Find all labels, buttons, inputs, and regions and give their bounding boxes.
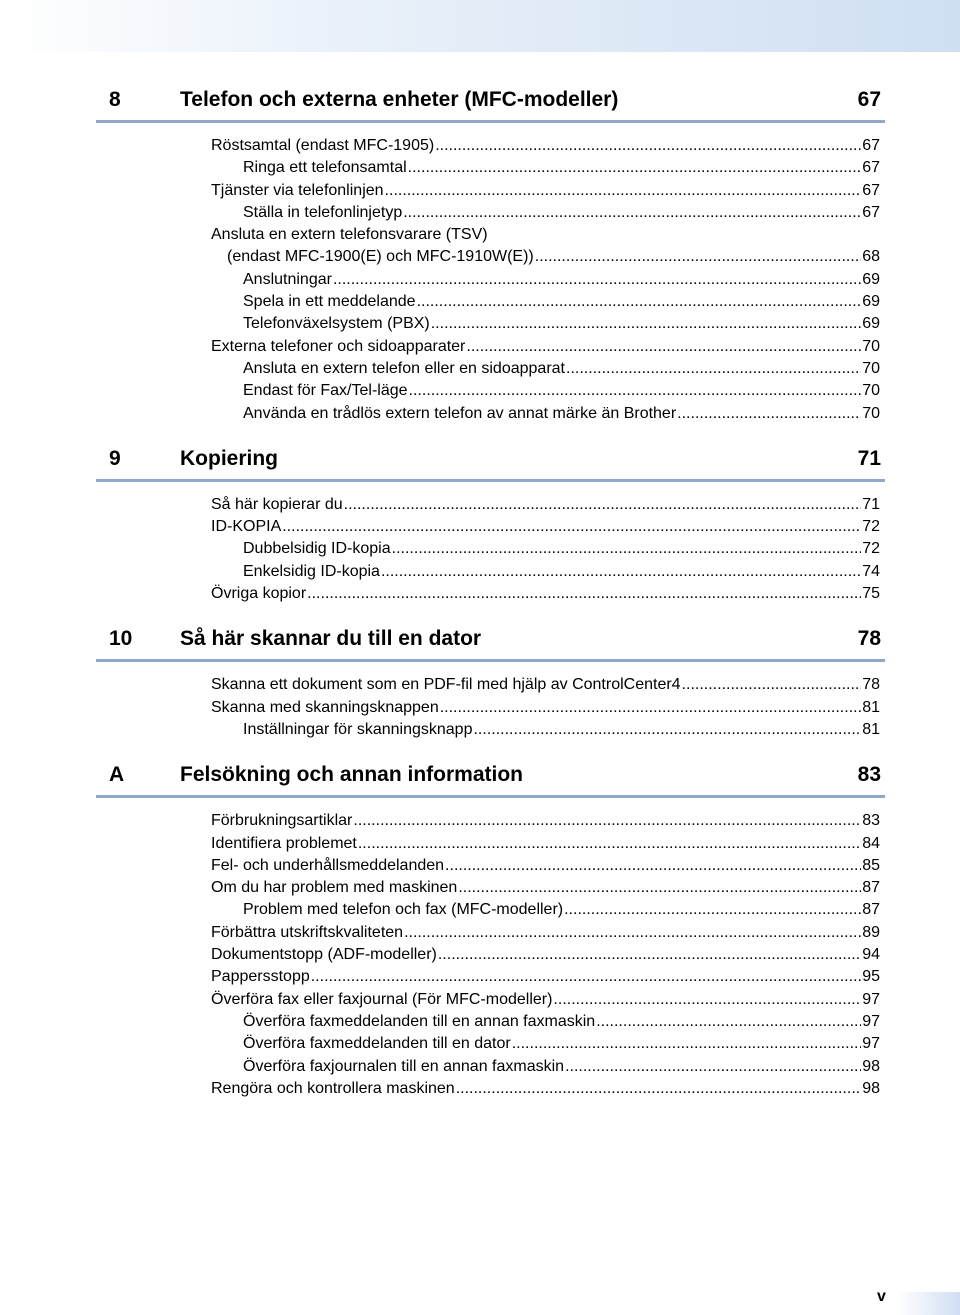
toc-entry[interactable] (211, 810, 880, 832)
dot-leader (473, 719, 861, 741)
toc-entry-title: Inställningar för skanningsknapp (243, 720, 473, 738)
dot-leader (392, 538, 862, 560)
toc-entry-title: Telefonväxelsystem (PBX) (243, 315, 430, 333)
chapter-page: 71 (857, 446, 881, 470)
toc-entry[interactable] (211, 966, 880, 988)
toc-entry-title: Problem med telefon och fax (MFC-modeller) (243, 901, 564, 919)
toc-entry-title: Identifiera problemet (211, 834, 357, 852)
toc-entry[interactable] (211, 516, 880, 538)
dot-leader (512, 1033, 861, 1055)
dot-leader (438, 944, 861, 966)
toc-entry-page: 72 (862, 518, 880, 536)
toc-entry[interactable] (243, 313, 880, 335)
toc-entry-title: Om du har problem med maskinen (211, 879, 458, 897)
dot-leader (381, 561, 861, 583)
toc-entry[interactable] (243, 269, 880, 291)
page-number: v (877, 1288, 886, 1305)
chapter-title: Så här skannar du till en dator (180, 627, 482, 651)
chapter-heading[interactable] (96, 88, 885, 123)
toc-entry[interactable] (243, 1011, 880, 1033)
toc-entry-title: Dokumentstopp (ADF-modeller) (211, 946, 437, 964)
toc-entry-page: 87 (862, 879, 880, 897)
toc-entry[interactable] (211, 336, 880, 358)
toc-entry-page: 74 (862, 562, 880, 580)
toc-entry-title: Externa telefoner och sidoapparater (211, 337, 466, 355)
toc-entry[interactable] (211, 989, 880, 1011)
toc-entry-page: 94 (862, 946, 880, 964)
toc-entry-title: Övriga kopior (211, 585, 307, 603)
chapter-page: 67 (857, 88, 881, 111)
dot-leader (431, 313, 861, 335)
toc-entry[interactable] (243, 291, 880, 313)
toc-entry-title: Ansluta en extern telefon eller en sidoapparat (243, 359, 565, 377)
toc-entry-page: 70 (862, 404, 880, 422)
dot-leader (677, 403, 861, 425)
toc-entry-page: 97 (862, 1035, 880, 1053)
dot-leader (353, 810, 861, 832)
chapter-number: A (109, 763, 125, 787)
toc-entry-title: Ansluta en extern telefonsvarare (TSV) (211, 226, 488, 244)
toc-entry[interactable] (243, 1056, 880, 1078)
dot-leader (440, 697, 861, 719)
toc-entry-title: Endast för Fax/Tel-läge (243, 382, 408, 400)
toc-entry-title: Överföra faxmeddelanden till en dator (243, 1035, 511, 1053)
dot-leader (311, 966, 861, 988)
chapter-page: 83 (857, 763, 881, 787)
toc-entry-page: 78 (862, 676, 880, 694)
toc-entry[interactable] (211, 697, 880, 719)
toc-entry-page: 83 (862, 812, 880, 830)
chapter-heading[interactable] (96, 627, 885, 662)
toc-entry-title: Förbrukningsartiklar (211, 812, 353, 830)
toc-entry-page: 72 (862, 540, 880, 558)
chapter-page: 78 (857, 627, 881, 651)
dot-leader (358, 833, 861, 855)
toc-entry-page: 70 (862, 337, 880, 355)
toc-entry[interactable] (211, 833, 880, 855)
table-of-contents (96, 88, 885, 1122)
toc-entry[interactable] (211, 583, 880, 605)
dot-leader (535, 246, 861, 268)
toc-entry-page: 70 (862, 359, 880, 377)
toc-entry-page: 67 (862, 203, 880, 221)
toc-entry-page: 85 (862, 856, 880, 874)
toc-entry-page: 81 (862, 720, 880, 738)
dot-leader (403, 202, 861, 224)
dot-leader (404, 922, 861, 944)
toc-entry-title: Överföra faxjournalen till en annan faxmaskin (243, 1057, 565, 1075)
toc-entry-title: Så här kopierar du (211, 495, 343, 513)
toc-entry-title: Fel- och underhållsmeddelanden (211, 856, 445, 874)
toc-entry[interactable] (211, 224, 880, 246)
toc-entry-page: 97 (862, 1012, 880, 1030)
toc-entry[interactable] (243, 561, 880, 583)
dot-leader (553, 989, 861, 1011)
toc-entry-title: (endast MFC-1900(E) och MFC-1910W(E)) (227, 248, 534, 266)
chapter-section (96, 763, 885, 1100)
dot-leader (564, 899, 861, 921)
dot-leader (282, 516, 861, 538)
toc-entry[interactable] (211, 922, 880, 944)
chapter-title: Kopiering (180, 446, 278, 470)
chapter-section (96, 447, 885, 605)
dot-leader (456, 1078, 862, 1100)
toc-entry[interactable] (211, 855, 880, 877)
toc-entry[interactable] (243, 380, 880, 402)
toc-entry[interactable] (211, 494, 880, 516)
toc-entry-page: 69 (862, 270, 880, 288)
toc-entry-title: Spela in ett meddelande (243, 293, 416, 311)
dot-leader (408, 157, 862, 179)
dot-leader (344, 494, 862, 516)
toc-entry-page: 71 (862, 495, 880, 513)
toc-entry-page: 89 (862, 923, 880, 941)
toc-entry[interactable] (243, 1033, 880, 1055)
toc-entry[interactable] (211, 674, 880, 696)
chapter-number: 10 (109, 627, 133, 651)
dot-leader (466, 336, 861, 358)
chapter-number: 9 (109, 446, 121, 470)
toc-entry[interactable] (227, 246, 880, 268)
toc-entry-title: Ställa in telefonlinjetyp (243, 203, 403, 221)
toc-entry-title: Skanna med skanningsknappen (211, 698, 439, 716)
toc-entry[interactable] (211, 877, 880, 899)
dot-leader (458, 877, 861, 899)
toc-entry-page: 84 (862, 834, 880, 852)
chapter-section (96, 627, 885, 741)
dot-leader (566, 358, 861, 380)
toc-entry[interactable] (211, 1078, 880, 1100)
dot-leader (565, 1056, 861, 1078)
toc-entry-page: 70 (862, 382, 880, 400)
chapter-heading[interactable] (96, 447, 885, 482)
dot-leader (596, 1011, 861, 1033)
dot-leader (409, 380, 862, 402)
toc-entry[interactable] (243, 358, 880, 380)
toc-entry[interactable] (243, 538, 880, 560)
toc-entry[interactable] (243, 899, 880, 921)
toc-entry-page: 67 (862, 181, 880, 199)
toc-entry-page: 95 (862, 968, 880, 986)
toc-entry-page: 67 (862, 159, 880, 177)
toc-entry[interactable] (211, 944, 880, 966)
toc-entry-page: 69 (862, 293, 880, 311)
toc-entry-page: 68 (862, 248, 880, 266)
dot-leader (417, 291, 862, 313)
chapter-number: 8 (109, 88, 121, 111)
toc-entry-title: Skanna ett dokument som en PDF-fil med hjälp av ControlCenter4 (211, 676, 681, 694)
toc-entry-title: Rengöra och kontrollera maskinen (211, 1079, 455, 1097)
chapter-section (96, 88, 885, 425)
chapter-title: Felsökning och annan information (180, 763, 524, 787)
toc-entry-title: Använda en trådlös extern telefon av annat märke än Brother (243, 404, 677, 422)
toc-entry-page: 87 (862, 901, 880, 919)
toc-entry-page: 97 (862, 990, 880, 1008)
toc-entry-title: Överföra faxmeddelanden till en annan faxmaskin (243, 1012, 596, 1030)
toc-entry[interactable] (243, 719, 880, 741)
toc-entry-title: Pappersstopp (211, 968, 310, 986)
toc-entry[interactable] (243, 157, 880, 179)
toc-entry[interactable] (211, 180, 880, 202)
dot-leader (682, 674, 862, 696)
toc-entry-title: ID-KOPIA (211, 518, 282, 536)
dot-leader (435, 135, 861, 157)
toc-entry[interactable] (243, 202, 880, 224)
dot-leader (445, 855, 861, 877)
toc-entry-page: 98 (862, 1079, 880, 1097)
header-band (0, 0, 960, 52)
dot-leader (307, 583, 861, 605)
toc-entry-title: Dubbelsidig ID-kopia (243, 540, 391, 558)
footer-corner-band (898, 1292, 960, 1315)
dot-leader (333, 269, 861, 291)
toc-entry-title: Röstsamtal (endast MFC-1905) (211, 137, 435, 154)
toc-entry-page: 98 (862, 1057, 880, 1075)
toc-entry-page: 69 (862, 315, 880, 333)
toc-entry[interactable] (243, 403, 880, 425)
chapter-title: Telefon och externa enheter (MFC-modeller) (180, 88, 619, 111)
dot-leader (385, 180, 862, 202)
toc-entry-title: Enkelsidig ID-kopia (243, 562, 380, 580)
toc-entry-title: Tjänster via telefonlinjen (211, 181, 384, 199)
toc-entry-page: 81 (862, 698, 880, 716)
toc-entry-page: 75 (862, 585, 880, 603)
toc-entry-title: Ringa ett telefonsamtal (243, 159, 407, 177)
toc-entry-page: 67 (862, 137, 880, 154)
toc-entry[interactable] (211, 135, 880, 157)
toc-entry-title: Överföra fax eller faxjournal (För MFC-modeller) (211, 990, 553, 1008)
toc-entry-title: Förbättra utskriftskvaliteten (211, 923, 404, 941)
chapter-heading[interactable] (96, 763, 885, 798)
toc-entry-title: Anslutningar (243, 270, 332, 288)
